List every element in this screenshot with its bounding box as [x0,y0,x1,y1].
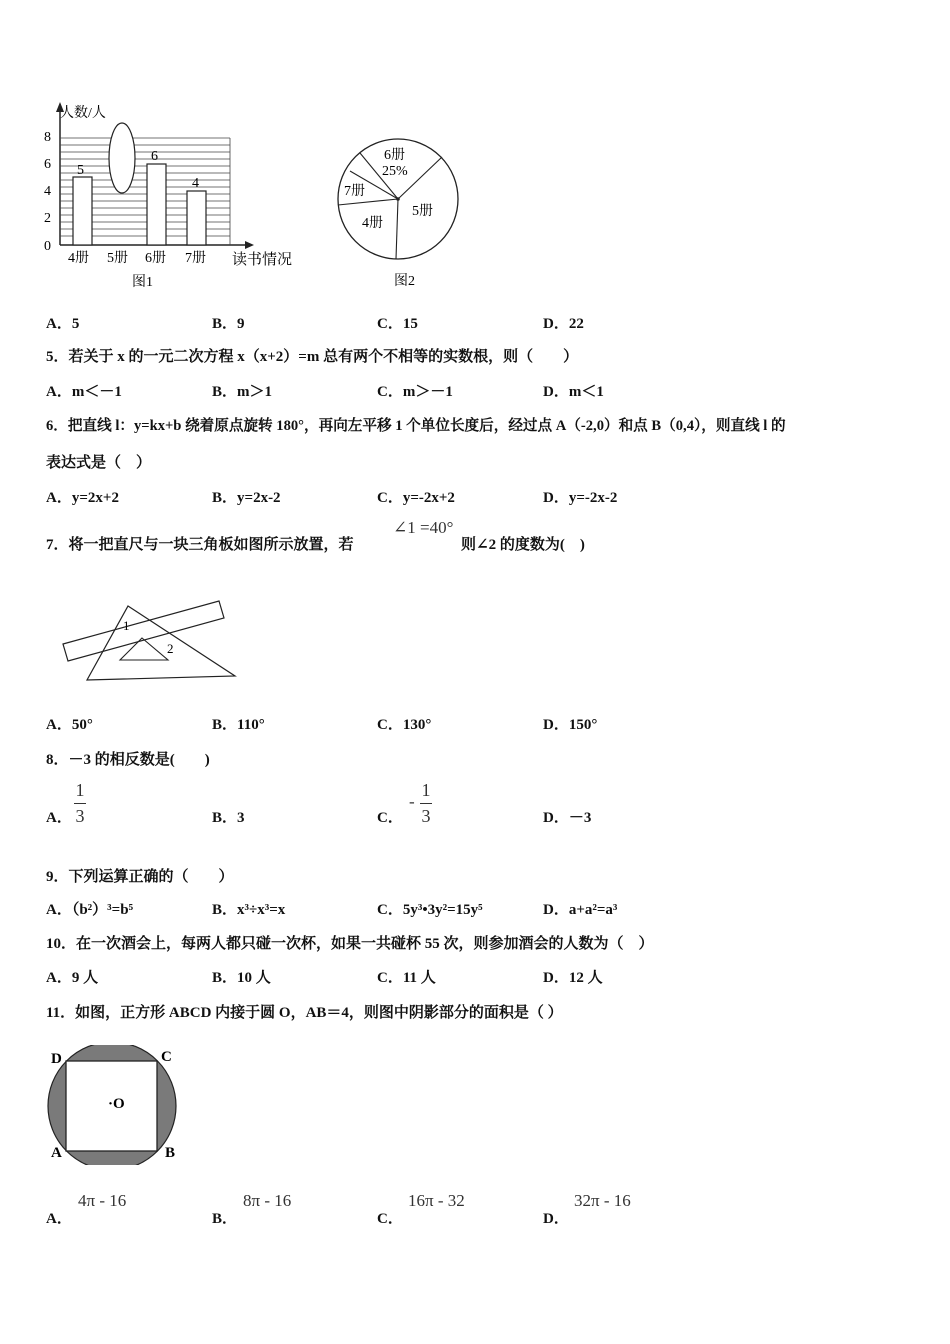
q5-option-b[interactable] [212,380,272,401]
q7-option-a[interactable] [46,713,93,734]
q11-option-c-expression[interactable]: 16π - 32 [408,1191,465,1210]
figure1-caption: 图1 [132,275,153,290]
figure1-bar-chart [40,100,310,295]
option-letter: B． [212,970,238,986]
q8-option-a[interactable] [46,806,72,827]
q5-option-d[interactable] [543,380,604,401]
option-letter: A． [46,810,72,826]
option-text: m＞1 [237,384,273,400]
q7-stem-post: 则∠2 的度数为( ) [461,537,585,553]
option-letter: A． [46,490,72,506]
sector-4-books-label: 4册 [362,216,383,231]
q11-option-d-expression[interactable]: 32π - 16 [574,1191,631,1210]
option-letter: D． [543,717,569,733]
option-text: 9 人 [71,970,99,986]
option-letter: A． [46,384,72,400]
q7-option-b[interactable] [212,713,265,734]
option-text: x³÷x³=x [237,902,286,918]
angle-1-label: 1 [123,618,130,633]
x-tick-5-books: 5册 [107,251,128,266]
bar-label-4-books: 5 [77,163,84,178]
option-letter: C． [377,490,403,506]
option-letter: A． [46,902,72,918]
option-text: m＜1 [568,384,604,400]
option-letter: C． [377,902,403,918]
x-tick-7-books: 7册 [185,251,206,266]
covered-bar-ellipse [109,123,135,193]
option-text: －3 [568,810,592,826]
option-text: y=2x-2 [237,490,281,506]
q10-option-d[interactable] [543,966,603,987]
fraction-bar [420,803,432,804]
q9-option-d[interactable] [543,898,617,919]
q4-option-d[interactable] [543,312,584,333]
q11-option-d[interactable] [543,1207,569,1228]
option-text: 9 [237,316,245,332]
q11-option-b-expression[interactable]: 8π - 16 [243,1191,292,1210]
option-text: 50° [71,717,93,733]
pie-center [396,197,400,201]
option-letter: D． [543,902,569,918]
q4-option-c[interactable] [377,312,418,333]
q5-option-a[interactable] [46,380,122,401]
option-text: （b²）³=b⁵ [71,902,134,918]
q4-option-b[interactable] [212,312,245,333]
option-text: m＞－1 [402,384,453,400]
fraction-bar [74,803,86,804]
sector-6-books-label: 6册 [384,148,405,163]
figure2-caption: 图2 [394,274,415,289]
option-text: y=-2x-2 [568,490,618,506]
option-letter: A． [46,316,72,332]
option-text: y=2x+2 [71,490,119,506]
bar-4-books [73,177,92,245]
x-tick-6-books: 6册 [145,251,166,266]
q5-option-c[interactable] [377,380,453,401]
option-letter: A． [46,1211,72,1227]
option-text: 10 人 [237,970,271,986]
x-axis-arrow [245,241,254,249]
sector-5-books-label: 5册 [412,204,433,219]
option-letter: C． [377,717,403,733]
q6-stem-line1: 6．把直线 l：y=kx+b 绕着原点旋转 180°，再向左平移 1 个单位长度后，经过点 A（-2,0）和点 B（0,4），则直线 l 的 [46,418,786,434]
fraction-denominator: 3 [75,806,85,826]
q11-stem: 11．如图，正方形 ABCD 内接于圆 O，AB＝4，则图中阴影部分的面积是（ ） [46,1005,563,1021]
option-letter: B． [212,1211,238,1227]
option-text: y=-2x+2 [402,490,455,506]
q8-option-c[interactable] [377,806,403,827]
option-letter: C． [377,970,403,986]
q8-option-b[interactable] [212,806,245,827]
vertex-d-label: D [51,1051,62,1067]
q6-option-c[interactable] [377,486,455,507]
option-letter: B． [212,717,238,733]
q6-option-b[interactable] [212,486,281,507]
q8-stem: 8．－3 的相反数是( ) [46,752,210,768]
fraction-numerator: 1 [75,780,85,800]
figure2-pie-chart [330,135,470,295]
bar-6-books [147,164,166,245]
option-letter: D． [543,1211,569,1227]
q11-option-a[interactable] [46,1207,72,1228]
q5-stem: 5．若关于 x 的一元二次方程 x（x+2）=m 总有两个不相等的实数根，则（ ） [46,349,579,365]
option-text: 150° [568,717,598,733]
bar-label-7-books: 4 [192,176,199,191]
q9-option-a[interactable] [46,898,133,919]
y-tick-2: 2 [44,211,51,226]
q6-option-a[interactable] [46,486,119,507]
q8-option-c-fraction[interactable] [420,780,432,827]
q7-option-d[interactable] [543,713,597,734]
option-letter: C． [377,810,403,826]
q11-option-b[interactable] [212,1207,237,1228]
option-letter: D． [543,970,569,986]
y-tick-6: 6 [44,157,51,172]
q11-option-a-expression[interactable]: 4π - 16 [78,1191,127,1210]
option-text: 5 [71,316,80,332]
y-tick-4: 4 [44,184,51,199]
q9-option-c[interactable] [377,898,483,919]
q10-stem: 10．在一次酒会上，每两人都只碰一次杯，如果一共碰杯 55 次，则参加酒会的人数为（ ） [46,936,654,952]
option-text: 110° [237,717,265,733]
option-letter: B． [212,490,238,506]
option-letter: D． [543,490,569,506]
option-letter: D． [543,810,569,826]
option-letter: C． [377,1211,403,1227]
q8-option-d[interactable] [543,806,591,827]
option-text: m＜－1 [71,384,122,400]
q7-option-c[interactable] [377,713,431,734]
sector-6-books-percent: 25% [382,164,408,179]
vertex-b-label: B [165,1145,176,1161]
y-axis-label: 人数/人 [60,106,106,121]
q10-option-a[interactable] [46,966,98,987]
y-tick-0: 0 [44,239,51,254]
q8-option-a-fraction[interactable] [74,780,86,827]
option-letter: D． [543,316,569,332]
option-text: 15 [402,316,418,332]
q7-figure-ruler-triangle [60,598,240,698]
center-o-label: ·O [108,1096,125,1112]
option-letter: C． [377,384,403,400]
option-letter: B． [212,902,238,918]
option-text: 5y³•3y²=15y⁵ [402,902,483,918]
q8-option-c-sign: - [409,792,415,811]
option-text: 3 [237,810,245,826]
q7-stem-pre: 7．将一把直尺与一块三角板如图所示放置，若 [46,537,354,553]
bar-7-books [187,191,206,245]
bar-label-6-books: 6 [151,149,158,164]
q7-condition: ∠1 =40° [393,518,454,537]
q6-option-d[interactable] [543,486,617,507]
y-tick-8: 8 [44,130,51,145]
vertex-a-label: A [51,1145,62,1161]
vertex-c-label: C [161,1049,172,1065]
q10-option-b[interactable] [212,966,271,987]
q11-figure-circle-square [44,1045,189,1165]
option-letter: A． [46,717,72,733]
option-letter: A． [46,970,72,986]
fraction-numerator: 1 [421,780,431,800]
option-text: a+a²=a³ [568,902,618,918]
option-letter: B． [212,810,238,826]
angle-2-label: 2 [167,641,174,656]
fraction-denominator: 3 [421,806,431,826]
sector-7-books-label: 7册 [344,184,365,199]
x-tick-4-books: 4册 [68,251,89,266]
option-letter: B． [212,384,238,400]
x-axis-label: 读书情况 [232,252,293,268]
option-text: 22 [568,316,584,332]
q4-option-a[interactable] [46,312,79,333]
option-letter: D． [543,384,569,400]
option-text: 11 人 [402,970,436,986]
q6-stem-line2: 表达式是（ ） [46,455,152,471]
option-letter: C． [377,316,403,332]
q11-option-c[interactable] [377,1207,403,1228]
q9-option-b[interactable] [212,898,285,919]
option-text: 130° [402,717,432,733]
option-letter: B． [212,316,238,332]
q10-option-c[interactable] [377,966,436,987]
q9-stem: 9．下列运算正确的（ ） [46,869,234,885]
ruler [63,601,224,661]
option-text: 12 人 [568,970,603,986]
